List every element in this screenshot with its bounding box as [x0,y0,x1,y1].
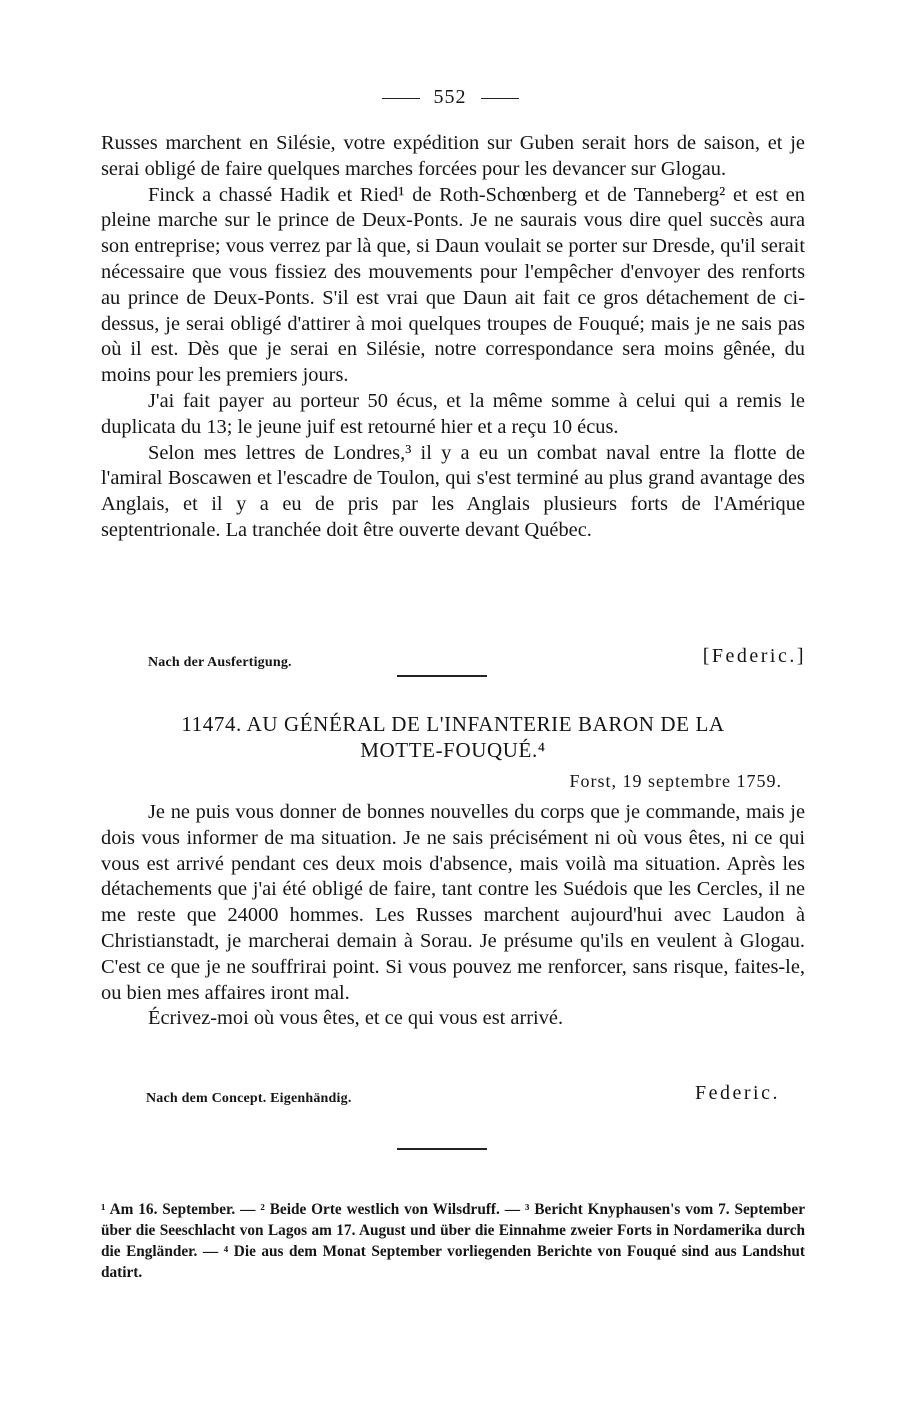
page-number-dash-left [382,98,420,99]
signature: [Federic.] [702,645,806,667]
heading-line: MOTTE-FOUQUÉ.⁴ [360,738,546,762]
page-number [0,86,900,109]
source-note: Nach der Ausfertigung. [148,655,292,670]
source-note: Nach dem Concept. Eigenhändig. [146,1091,352,1106]
heading-line: AU GÉNÉRAL DE L'INFANTERIE BARON DE LA [246,712,725,736]
paragraph: Écrivez-moi où vous êtes, et ce qui vous est arrivé. [148,1007,564,1030]
page-number-dash-right [481,98,519,99]
letter-body [101,800,805,1032]
footnotes: ¹ Am 16. September. — ² Beide Orte westlich von Wilsdruff. — ³ Bericht Knyphausen's vom 7. September über die Seeschlacht von Lagos am 17. August und über die Einnahme zweier Forts in Nordamerika durch die Engländer. — ⁴ Die aus dem Monat September vorliegenden Berichte von Fouqué sind aus Landshut datirt. [101,1201,805,1281]
paragraph: J'ai fait payer au porteur 50 écus, et la même somme à celui qui a remis le duplicata du 13; le jeune juif est retourné hier et a reçu 10 écus. [101,389,805,438]
paragraph: Russes marchent en Silésie, votre expédition sur Guben serait hors de saison, et je serai obligé de faire quelques marches forcées pour les devancer sur Glogau. [101,132,805,180]
section-divider [397,675,487,677]
paragraph: Selon mes lettres de Londres,³ il y a eu un combat naval entre la flotte de l'amiral Boscawen et l'escadre de Toulon, qui s'est terminé au plus grand avantage des Anglais, et il y a eu de pris par les Anglais plusieurs forts de l'Amérique septentrionale. La tranchée doit être ouverte devant Québec. [101,441,805,541]
footnote-divider [397,1148,487,1150]
paragraph: Je ne puis vous donner de bonnes nouvelles du corps que je commande, mais je dois vous informer de ma situation. Je ne sais précisément ni où vous êtes, ni ce qui vous est arrivé pendant ces deux mois d'absence, mais voilà ma situation. Après les détachements que j'ai été obligé de faire, tant contre les Suédois que les Cercles, il ne me reste que 24000 hommes. Les Russes marchent aujourd'hui avec Laudon à Christianstadt, je marcherai demain à Sorau. Je présume qu'ils en veulent à Glogau. C'est ce que je ne souffrirai point. Si vous pouvez me renforcer, sans risque, faites-le, ou bien mes affaires iront mal. [101,801,805,1004]
page-number-text: 552 [433,86,467,108]
paragraph: Finck a chassé Hadik et Ried¹ de Roth-Schœnberg et de Tanneberg² et est en pleine marche sur le prince de Deux-Ponts. Je ne saurais vous dire quel succès aura son entreprise; vous verrez par là que, si Daun voulait se porter sur Dresde, qu'il serait nécessaire que vous fissiez des mouvements pour l'empêcher d'envoyer des renforts au prince de Deux-Ponts. S'il est vrai que Daun ait fait ce gros détachement de ci-dessus, je serai obligé d'attirer à moi quelques troupes de Fouqué; mais je ne sais pas où il est. Dès que je serai en Silésie, notre correspondance sera moins gênée, du moins pour les premiers jours. [101,183,805,387]
continued-letter [101,131,805,544]
letter-number: 11474. [181,712,242,736]
letter-heading [101,711,805,763]
dateline: Forst, 19 septembre 1759. [569,771,782,791]
signature: Federic. [695,1082,780,1104]
